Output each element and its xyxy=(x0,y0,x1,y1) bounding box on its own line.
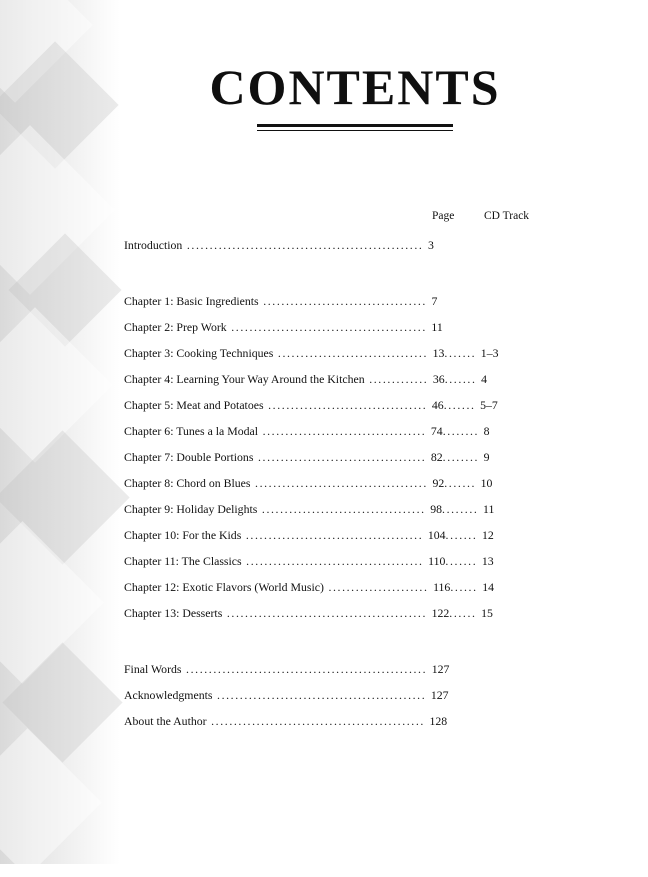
page-title: CONTENTS xyxy=(209,59,501,115)
title-rule-thick xyxy=(257,124,453,127)
toc-entry xyxy=(124,320,544,346)
toc-leader-dots: ....................................... xyxy=(241,528,428,542)
toc-entry xyxy=(124,580,544,606)
toc-leader-dots: .................................... xyxy=(257,502,431,516)
toc-entry-page: 7 xyxy=(431,294,438,308)
toc-entry-label: Chapter 8: Chord on Blues xyxy=(124,476,251,490)
column-header-page: Page xyxy=(432,210,455,222)
toc-leader-dots: .............................................. xyxy=(212,688,431,702)
toc-entry-cd-track: 12 xyxy=(481,528,494,542)
toc-entry xyxy=(124,662,544,688)
toc-entry-label: Chapter 9: Holiday Delights xyxy=(124,502,258,516)
toc-leader-dots: .................................... xyxy=(258,424,431,438)
toc-leader-dots-cd: ....... xyxy=(445,554,482,568)
toc-leader-dots-cd: ........ xyxy=(442,424,484,438)
toc-entry xyxy=(124,372,544,398)
toc-spacer xyxy=(124,632,544,662)
toc-entry-label: Chapter 6: Tunes a la Modal xyxy=(124,424,259,438)
title-rule-thin xyxy=(257,130,453,131)
toc-entry-label: Final Words xyxy=(124,662,182,676)
toc-entry-cd-track: 15 xyxy=(481,606,493,620)
toc-leader-dots: ........................................... xyxy=(226,320,432,334)
toc-entry-label: About the Author xyxy=(124,714,207,728)
toc-entry-label: Acknowledgments xyxy=(124,688,213,702)
toc-entry-cd-track: 13 xyxy=(481,554,494,568)
toc-entry-page: 98 xyxy=(430,502,443,516)
toc-leader-dots: .................................................... xyxy=(182,238,428,252)
toc-entry-label: Chapter 13: Desserts xyxy=(124,606,223,620)
toc-leader-dots: ...................................... xyxy=(250,476,433,490)
toc-entry xyxy=(124,606,544,632)
toc-entry-page: 11 xyxy=(431,320,443,334)
toc-leader-dots: ..................................................... xyxy=(181,662,432,676)
toc-entry-page: 116 xyxy=(433,580,451,594)
toc-entry xyxy=(124,714,544,740)
toc-leader-dots: ............................................ xyxy=(222,606,432,620)
toc-entry-label: Chapter 10: For the Kids xyxy=(124,528,242,542)
toc-entry-page: 82 xyxy=(430,450,443,464)
toc-leader-dots: ................................... xyxy=(263,398,432,412)
table-of-contents xyxy=(124,238,544,740)
toc-spacer xyxy=(124,264,544,294)
toc-leader-dots: ...................... xyxy=(323,580,434,594)
toc-entry-cd-track: 1–3 xyxy=(480,346,499,360)
toc-leader-dots-cd: ...... xyxy=(449,606,482,620)
toc-entry-label: Chapter 3: Cooking Techniques xyxy=(124,346,274,360)
toc-entry-page: 122 xyxy=(431,606,450,620)
toc-entry-cd-track: 8 xyxy=(483,424,490,438)
toc-leader-dots-cd: ....... xyxy=(444,476,481,490)
toc-leader-dots-cd: ........ xyxy=(442,450,484,464)
toc-entry-label: Chapter 11: The Classics xyxy=(124,554,242,568)
column-header-cd-track: CD Track xyxy=(484,210,530,222)
toc-entry xyxy=(124,294,544,320)
toc-leader-dots: ............. xyxy=(364,372,433,386)
toc-leader-dots-cd: ........ xyxy=(442,502,483,516)
toc-entry xyxy=(124,450,544,476)
toc-entry xyxy=(124,554,544,580)
toc-entry-page: 128 xyxy=(429,714,448,728)
toc-entry xyxy=(124,476,544,502)
toc-entry-label: Chapter 4: Learning Your Way Around the Kitchen xyxy=(124,372,365,386)
toc-leader-dots: .................................... xyxy=(258,294,432,308)
toc-entry-cd-track: 10 xyxy=(480,476,493,490)
toc-entry-cd-track: 5–7 xyxy=(480,398,498,412)
toc-entry-cd-track: 9 xyxy=(483,450,490,464)
toc-entry-label: Chapter 2: Prep Work xyxy=(124,320,227,334)
toc-entry xyxy=(124,528,544,554)
toc-entry-page: 92 xyxy=(432,476,445,490)
toc-entry-page: 36 xyxy=(432,372,445,386)
toc-entry xyxy=(124,398,544,424)
toc-entry xyxy=(124,688,544,714)
toc-entry-cd-track: 11 xyxy=(482,502,495,516)
toc-entry-page: 110 xyxy=(428,554,446,568)
toc-entry-label: Chapter 5: Meat and Potatoes xyxy=(124,398,264,412)
toc-entry xyxy=(124,424,544,450)
toc-entry-page: 3 xyxy=(428,238,434,252)
toc-entry-label: Chapter 12: Exotic Flavors (World Music) xyxy=(124,580,324,594)
toc-entry-page: 127 xyxy=(430,688,449,702)
toc-leader-dots-cd: ....... xyxy=(445,528,482,542)
toc-entry-page: 13 xyxy=(432,346,445,360)
toc-leader-dots-cd: ....... xyxy=(444,346,481,360)
toc-entry-cd-track: 4 xyxy=(481,372,487,386)
toc-entry xyxy=(124,502,544,528)
toc-leader-dots-cd: ...... xyxy=(450,580,483,594)
toc-leader-dots: ..................................... xyxy=(253,450,431,464)
toc-entry-page: 127 xyxy=(431,662,450,676)
toc-leader-dots: ................................. xyxy=(273,346,433,360)
toc-leader-dots: ............................................... xyxy=(206,714,430,728)
toc-leader-dots-cd: ....... xyxy=(444,372,482,386)
page-title-block xyxy=(120,59,590,131)
toc-entry-page: 46 xyxy=(431,398,444,412)
toc-entry xyxy=(124,346,544,372)
toc-entry-label: Introduction xyxy=(124,238,183,252)
toc-leader-dots-cd: ....... xyxy=(443,398,481,412)
toc-entry-label: Chapter 1: Basic Ingredients xyxy=(124,294,259,308)
toc-entry-page: 74 xyxy=(430,424,443,438)
toc-entry xyxy=(124,238,544,264)
toc-entry-cd-track: 14 xyxy=(482,580,494,594)
toc-entry-label: Chapter 7: Double Portions xyxy=(124,450,254,464)
toc-entry-page: 104 xyxy=(427,528,446,542)
toc-leader-dots: ....................................... xyxy=(241,554,429,568)
